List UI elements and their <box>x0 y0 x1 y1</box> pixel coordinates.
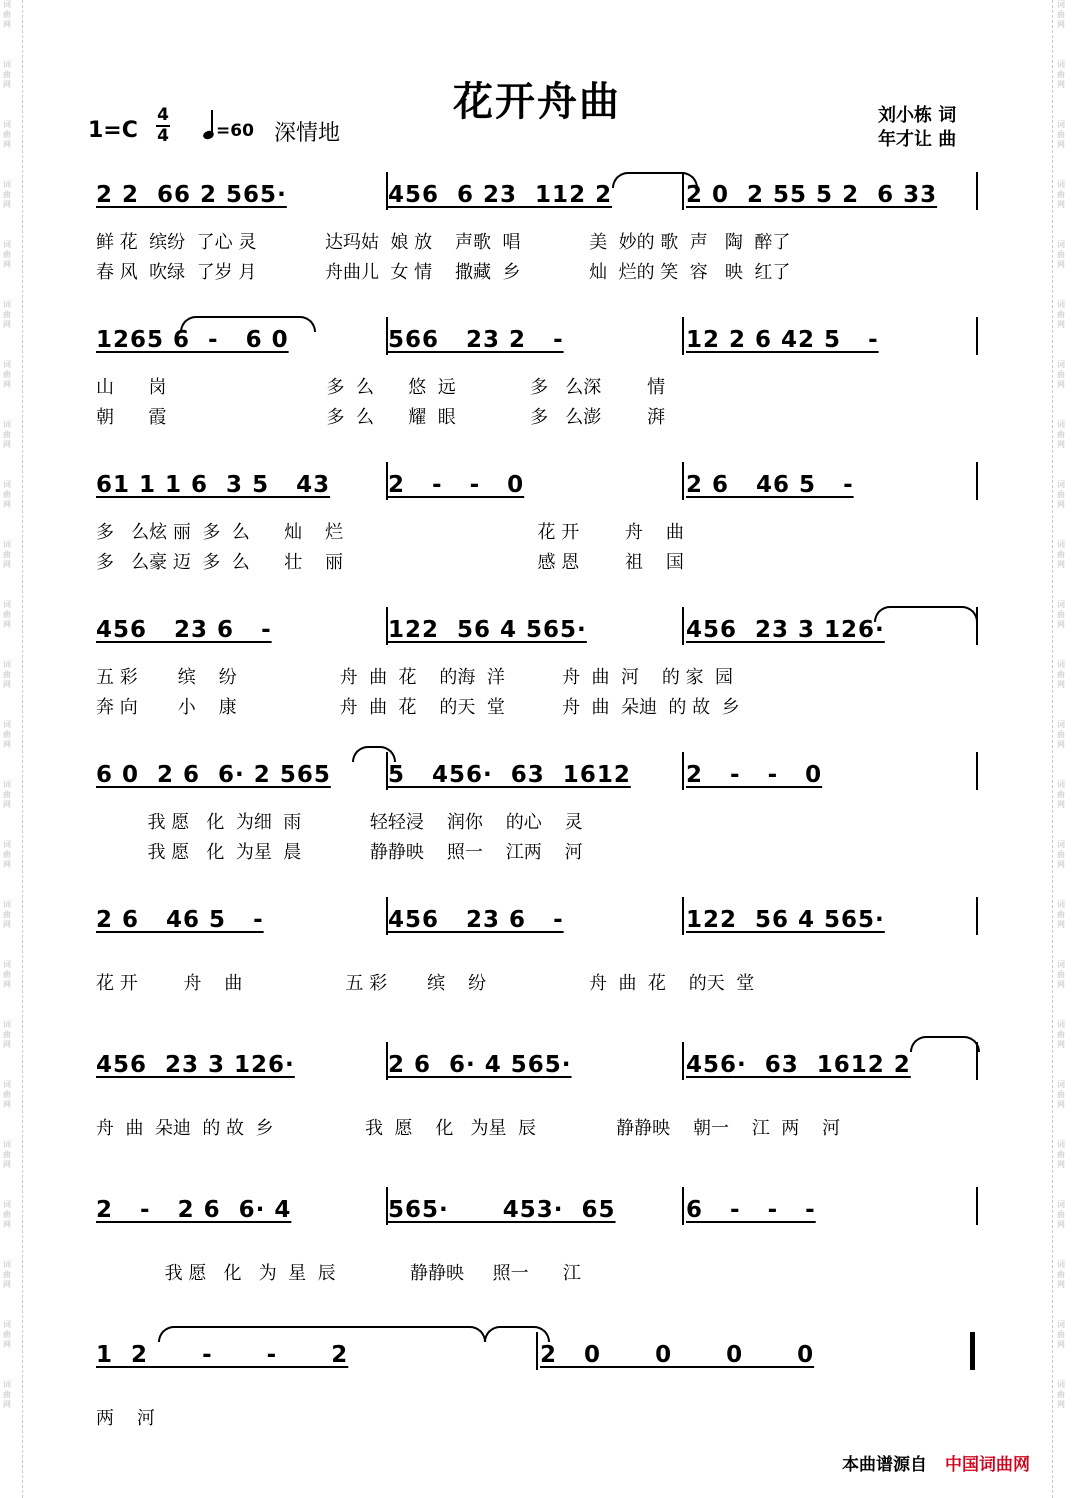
watermark-text: 词 曲 网 <box>1057 120 1065 149</box>
watermark-text: 词 曲 网 <box>1057 60 1065 89</box>
barline <box>386 317 388 355</box>
barline <box>682 607 684 645</box>
lyric-row: 五 彩 缤 纷 舟 曲 花 的海 洋 舟 曲 河 的 家 园 <box>96 667 734 688</box>
barline <box>976 752 978 790</box>
credits <box>878 104 956 152</box>
measure: 2 - - 0 <box>388 472 525 498</box>
notes-row <box>96 182 980 228</box>
lyric-row: 两 河 <box>96 1408 155 1429</box>
watermark-text: 词 曲 网 <box>3 780 11 809</box>
lyric-row: 鲜 花 缤纷 了心 灵 达玛姑 娘 放 声歌 唱 美 妙的 歌 声 陶 醉了 <box>96 232 791 253</box>
barline <box>682 1042 684 1080</box>
measure: 2 2 66 2 565· <box>96 182 287 208</box>
watermark-text: 词 曲 网 <box>1057 1320 1065 1349</box>
barline <box>682 462 684 500</box>
watermark-text: 词 曲 网 <box>1057 540 1065 569</box>
tempo-marking <box>203 114 254 141</box>
quarter-note-icon <box>202 129 215 140</box>
watermark-text: 词 曲 网 <box>1057 1020 1065 1049</box>
notes-row <box>96 762 980 808</box>
time-signature-top: 4 <box>157 105 169 125</box>
watermark-text: 词 曲 网 <box>1057 180 1065 209</box>
notes-row <box>96 1342 980 1388</box>
watermark-text: 词 曲 网 <box>3 1140 11 1169</box>
measure: 456 23 3 126· <box>96 1052 295 1078</box>
time-signature-bottom: 4 <box>157 126 169 146</box>
barline <box>976 607 978 645</box>
measure: 2 6 6· 4 565· <box>388 1052 572 1078</box>
watermark-text: 词 曲 网 <box>3 960 11 989</box>
lyric-row: 多 么炫 丽 多 么 灿 烂 花 开 舟 曲 <box>96 522 684 543</box>
watermark-text: 词 曲 网 <box>3 120 11 149</box>
barline <box>386 172 388 210</box>
time-signature <box>156 106 170 146</box>
watermark-text: 词 曲 网 <box>1057 960 1065 989</box>
lyric-row: 我 愿 化 为星 晨 静静映 照一 江两 河 <box>96 842 583 863</box>
barline <box>682 752 684 790</box>
watermark-text: 词 曲 网 <box>1057 840 1065 869</box>
barline <box>682 317 684 355</box>
composer: 年才让 曲 <box>878 129 957 150</box>
watermark-text: 词 曲 网 <box>3 240 11 269</box>
notes-row <box>96 617 980 663</box>
barline <box>976 897 978 935</box>
measure: 122 56 4 565· <box>686 907 885 933</box>
measure: 2 6 46 5 - <box>686 472 854 498</box>
watermark-text: 词 曲 网 <box>1057 900 1065 929</box>
lyric-row: 我 愿 化 为 星 辰 静静映 照一 江 <box>96 1263 581 1284</box>
slur-arc <box>484 1326 550 1342</box>
slur-arc <box>612 172 698 188</box>
watermark-text: 词 曲 网 <box>1057 1260 1065 1289</box>
lyric-row: 花 开 舟 曲 五 彩 缤 纷 舟 曲 花 的天 堂 <box>96 973 755 994</box>
watermark-text: 词 曲 网 <box>1057 660 1065 689</box>
watermark-text: 词 曲 网 <box>1057 1080 1065 1109</box>
source-site: 中国词曲网 <box>945 1455 1030 1475</box>
measure: 1265 6 - 6 0 <box>96 327 289 353</box>
song-title: 花开舟曲 <box>453 79 621 125</box>
watermark-column-left <box>3 0 19 1440</box>
barline <box>976 462 978 500</box>
lyricist: 刘小栋 词 <box>878 105 957 126</box>
measure: 565· 453· 65 <box>388 1197 616 1223</box>
barline <box>386 1042 388 1080</box>
watermark-text: 词 曲 网 <box>3 360 11 389</box>
watermark-text: 词 曲 网 <box>3 600 11 629</box>
lyric-row: 山 岗 多 么 悠 远 多 么深 情 <box>96 377 666 398</box>
watermark-text: 词 曲 网 <box>3 1260 11 1289</box>
slur-arc <box>352 746 396 762</box>
notes-row <box>96 327 980 373</box>
measure: 12 2 6 42 5 - <box>686 327 879 353</box>
measure: 5 456· 63 1612 <box>388 762 631 788</box>
watermark-text: 词 曲 网 <box>1057 0 1065 29</box>
measure: 2 6 46 5 - <box>96 907 264 933</box>
expression-marking: 深情地 <box>274 121 341 146</box>
measure: 456· 63 1612 2 <box>686 1052 911 1078</box>
tempo-value: =60 <box>216 121 254 141</box>
measure: 2 - 2 6 6· 4 <box>96 1197 292 1223</box>
measure: 2 0 0 0 0 <box>540 1342 815 1368</box>
watermark-text: 词 曲 网 <box>1057 600 1065 629</box>
measure: 61 1 1 6 3 5 43 <box>96 472 331 498</box>
slur-arc <box>910 1036 980 1052</box>
lyric-row: 奔 向 小 康 舟 曲 花 的天 堂 舟 曲 朵迪 的 故 乡 <box>96 697 740 718</box>
barline <box>386 607 388 645</box>
barline <box>976 317 978 355</box>
page-edge-right <box>1052 0 1054 1498</box>
barline <box>386 897 388 935</box>
lyric-row: 我 愿 化 为细 雨 轻轻浸 润你 的心 灵 <box>96 812 583 833</box>
watermark-text: 词 曲 网 <box>1057 1200 1065 1229</box>
watermark-text: 词 曲 网 <box>1057 300 1065 329</box>
watermark-text: 词 曲 网 <box>3 420 11 449</box>
watermark-text: 词 曲 网 <box>3 480 11 509</box>
key-signature: 1=C <box>88 118 138 143</box>
watermark-text: 词 曲 网 <box>1057 720 1065 749</box>
barline <box>386 462 388 500</box>
barline <box>976 172 978 210</box>
notes-row <box>96 472 980 518</box>
barline <box>386 1187 388 1225</box>
measure: 456 23 6 - <box>388 907 564 933</box>
watermark-text: 词 曲 网 <box>3 900 11 929</box>
slur-arc <box>180 316 316 332</box>
watermark-text: 词 曲 网 <box>3 720 11 749</box>
lyric-row: 春 风 吹绿 了岁 月 舟曲儿 女 情 撒藏 乡 灿 烂的 笑 容 映 红了 <box>96 262 791 283</box>
watermark-text: 词 曲 网 <box>3 180 11 209</box>
footer-source <box>842 1450 1030 1475</box>
watermark-text: 词 曲 网 <box>1057 420 1065 449</box>
source-label: 本曲谱源自 <box>842 1455 927 1475</box>
measure: 1 2 - - 2 <box>96 1342 349 1368</box>
watermark-text: 词 曲 网 <box>1057 780 1065 809</box>
barline <box>682 1187 684 1225</box>
watermark-text: 词 曲 网 <box>1057 240 1065 269</box>
watermark-text: 词 曲 网 <box>3 660 11 689</box>
watermark-text: 词 曲 网 <box>3 0 11 29</box>
watermark-text: 词 曲 网 <box>3 1020 11 1049</box>
watermark-text: 词 曲 网 <box>3 60 11 89</box>
measure: 456 23 3 126· <box>686 617 885 643</box>
watermark-text: 词 曲 网 <box>3 1200 11 1229</box>
lyric-row: 朝 霞 多 么 耀 眼 多 么澎 湃 <box>96 407 666 428</box>
watermark-text: 词 曲 网 <box>3 1080 11 1109</box>
measure: 456 23 6 - <box>96 617 272 643</box>
measure: 2 0 2 55 5 2 6 33 <box>686 182 938 208</box>
watermark-text: 词 曲 网 <box>1057 360 1065 389</box>
lyric-row: 舟 曲 朵迪 的 故 乡 我 愿 化 为星 辰 静静映 朝一 江 两 河 <box>96 1118 841 1139</box>
measure: 2 - - 0 <box>686 762 823 788</box>
watermark-text: 词 曲 网 <box>3 540 11 569</box>
measure: 6 0 2 6 6· 2 565 <box>96 762 331 788</box>
barline <box>682 897 684 935</box>
measure: 456 6 23 112 2 <box>388 182 613 208</box>
watermark-column-right <box>1057 0 1073 1440</box>
notes-row <box>96 1052 980 1098</box>
lyric-row: 多 么豪 迈 多 么 壮 丽 感 恩 祖 国 <box>96 552 684 573</box>
watermark-text: 词 曲 网 <box>1057 1380 1065 1409</box>
measure: 566 23 2 - <box>388 327 564 353</box>
notes-row <box>96 1197 980 1243</box>
watermark-text: 词 曲 网 <box>1057 480 1065 509</box>
slur-arc <box>158 1326 486 1342</box>
measure: 6 - - - <box>686 1197 816 1223</box>
page-edge-left <box>22 0 24 1498</box>
watermark-text: 词 曲 网 <box>3 1380 11 1409</box>
watermark-text: 词 曲 网 <box>3 300 11 329</box>
watermark-text: 词 曲 网 <box>3 840 11 869</box>
measure: 122 56 4 565· <box>388 617 587 643</box>
watermark-text: 词 曲 网 <box>1057 1140 1065 1169</box>
barline <box>976 1187 978 1225</box>
slur-arc <box>874 606 978 622</box>
watermark-text: 词 曲 网 <box>3 1320 11 1349</box>
notes-row <box>96 907 980 953</box>
barline <box>970 1332 975 1370</box>
